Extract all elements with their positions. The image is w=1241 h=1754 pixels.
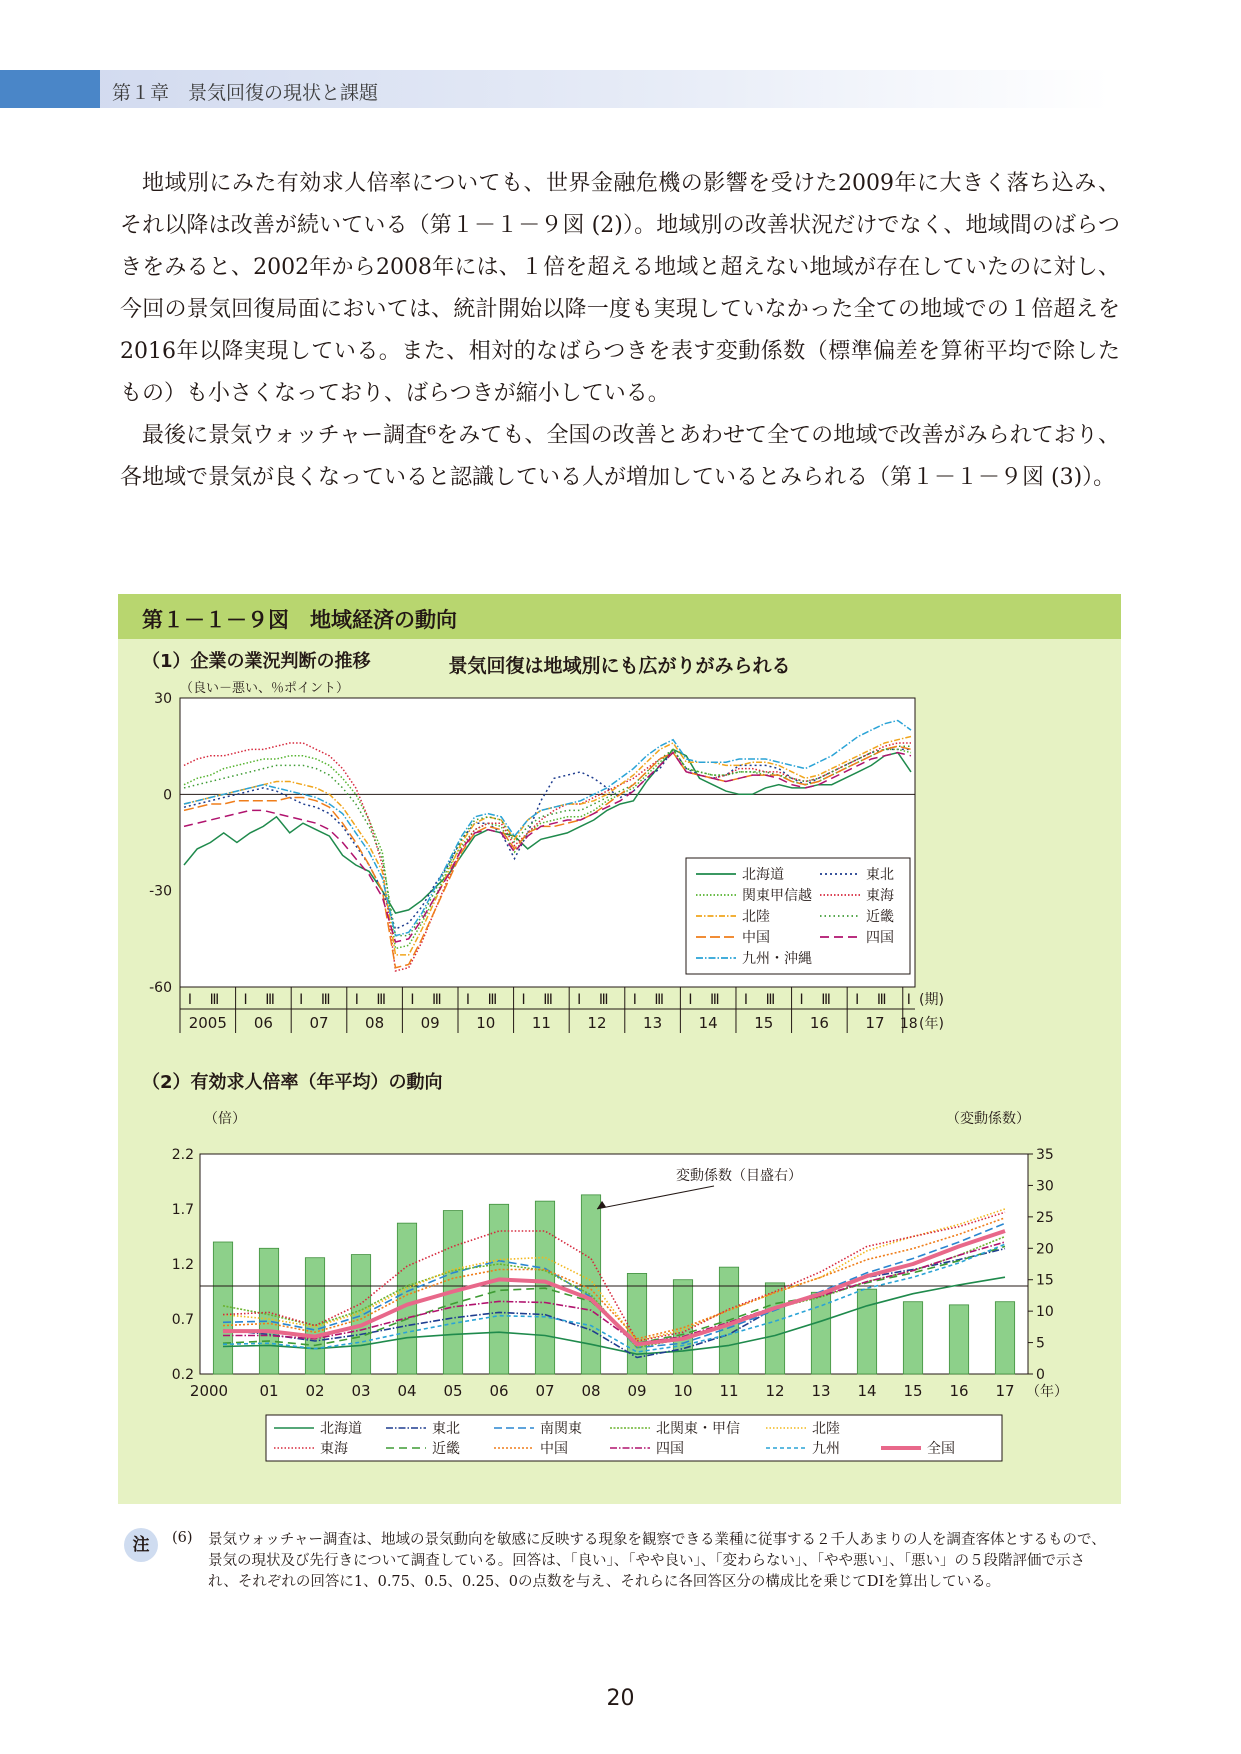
chart2-bar [903, 1302, 922, 1374]
chart2-legend-label: 北関東・甲信 [656, 1421, 740, 1437]
chart2-xtick-label: 05 [443, 1382, 463, 1400]
chart2-xtick-label: 04 [397, 1382, 417, 1400]
chart2-xtick-label: 02 [305, 1382, 325, 1400]
chart1-quarter-label: Ⅲ [821, 992, 831, 1008]
chart1-legend-label: 東海 [866, 888, 894, 904]
chart1-year-label: 18 [899, 1016, 918, 1032]
chart1-quarter-label: Ⅰ [354, 992, 359, 1008]
chart1-year-label: 13 [643, 1014, 663, 1032]
chart2-legend-label: 南関東 [540, 1421, 582, 1437]
chart2-xtick-label: 06 [489, 1382, 509, 1400]
chart2-xtick-label: 08 [581, 1382, 601, 1400]
chart2-xtick-label: 17 [995, 1382, 1015, 1400]
chart1-year-label: 06 [253, 1014, 273, 1032]
chart2-xtick-label: 13 [811, 1382, 831, 1400]
chart1-quarter-label: Ⅰ [187, 992, 193, 1008]
chart1-year-label: 08 [365, 1014, 385, 1032]
chart2-legend-label: 近畿 [432, 1441, 460, 1457]
chart1-title: （1）企業の業況判断の推移 [142, 651, 371, 672]
chart2-bar [305, 1258, 324, 1374]
chart2-title: （2）有効求人倍率（年平均）の動向 [142, 1072, 443, 1093]
chart2-legend-label: 四国 [656, 1441, 684, 1457]
chart1-ytick-label: -60 [149, 980, 172, 996]
chart2-legend-label: 中国 [540, 1441, 568, 1457]
chart1-quarter-label: Ⅰ [410, 992, 415, 1008]
chart1-quarter-label: Ⅰ [855, 992, 860, 1008]
figure-charts [118, 594, 1121, 1504]
chart2-ytick-label: 0.7 [171, 1312, 194, 1328]
chart1-year-unit: (年) [919, 1016, 944, 1032]
chart2-y2tick-label: 5 [1036, 1335, 1045, 1352]
chart1-quarter-label: Ⅲ [876, 992, 887, 1008]
chart1-legend-label: 四国 [866, 930, 894, 946]
chart1-year-label: 12 [587, 1014, 607, 1032]
chart1-year-label: 16 [809, 1014, 829, 1032]
chart2-y2tick-label: 0 [1036, 1367, 1045, 1383]
chart2-legend-label: 九州 [812, 1441, 840, 1457]
chart2-bar [627, 1273, 646, 1374]
chart2-legend-label: 北海道 [320, 1421, 362, 1437]
chart1-ytick-label: -30 [149, 883, 172, 900]
chart2-legend [266, 1415, 1002, 1461]
chart2-xtick-label: 16 [949, 1382, 969, 1400]
chart2-annotation: 変動係数（目盛右） [676, 1168, 802, 1184]
chart2-xtick-label: 09 [627, 1382, 647, 1400]
chart1-year-label: 10 [476, 1014, 496, 1032]
chart1-quarter-label: Ⅰ [577, 992, 582, 1008]
chart1-legend-label: 九州・沖縄 [742, 951, 812, 967]
chart1-quarter-label: Ⅲ [654, 992, 665, 1008]
chart1-year-label: 11 [531, 1014, 551, 1032]
chart1-quarter-label: Ⅰ [521, 992, 526, 1008]
chart2-bar [857, 1289, 876, 1374]
chart1-quarter-label: Ⅲ [376, 992, 387, 1008]
chart1-quarter-label: Ⅲ [710, 992, 720, 1008]
chart1-quarter-label: Ⅰ [465, 992, 471, 1008]
chart2-xtick-label: 12 [765, 1382, 785, 1400]
chart2-legend-label: 東北 [432, 1421, 460, 1437]
chart1-quarter-label: Ⅰ [688, 992, 693, 1008]
chart2-bar [213, 1242, 232, 1374]
chart1-ytick-label: 0 [163, 787, 172, 804]
chart2-xtick-label: 01 [259, 1382, 279, 1400]
chart1-quarter-label: Ⅲ [432, 992, 442, 1008]
chart2-bar [581, 1195, 600, 1374]
chart2-xtick-label: 03 [351, 1382, 371, 1400]
paragraph-1: 地域別にみた有効求人倍率についても、世界金融危機の影響を受けた2009年に大きく落ち込み、それ以降は改善が続いている（第１－１－９図 (2)）。地域別の改善状況だけでなく、地域間のばらつきをみると、2002年から2008年には、１倍を超える地域と超えない地域が存在していたのに対し、今回の景気回復局面においては、統計開始以降一度も実現していなかった全ての地域での１倍超えを2016年以降実現している。また、相対的なばらつきを表す変動係数（標準偏差を算術平均で除したもの）も小さくなっており、ばらつきが縮小している。 [120, 171, 1120, 406]
chart1-quarter-label: Ⅲ [543, 992, 553, 1008]
chart1-year-label: 09 [420, 1014, 440, 1032]
chapter-title: 第１章 景気回復の現状と課題 [112, 82, 379, 104]
chart1-legend-label: 東北 [866, 867, 894, 883]
chart2-bar [673, 1280, 692, 1374]
figure-title: 第１－１－９図 地域経済の動向 [142, 608, 457, 632]
chart2-y2tick-label: 25 [1036, 1209, 1054, 1226]
chart2-xtick-label: 2000 [189, 1382, 229, 1400]
chart1-period-unit: (期) [919, 992, 944, 1008]
chart2-bar [765, 1283, 784, 1374]
chart1-quarter-label: Ⅲ [265, 992, 275, 1008]
chart1-quarter-label: Ⅲ [320, 992, 331, 1008]
chart1-quarter-label: Ⅰ [799, 992, 804, 1008]
chart1-year-label: 17 [865, 1014, 885, 1032]
note-number: (6) [172, 1530, 193, 1546]
chart1-quarter-label: Ⅰ [632, 992, 637, 1008]
chart2-legend-label: 全国 [927, 1441, 955, 1457]
chart1-year-label: 14 [698, 1014, 718, 1032]
chart1-year-label: 15 [754, 1014, 774, 1032]
chart2-xtick-label: 10 [673, 1382, 693, 1400]
paragraph-2: 最後に景気ウォッチャー調査⁶をみても、全国の改善とあわせて全ての地域で改善がみられており、各地域で景気が良くなっていると認識している人が増加しているとみられる（第１－１－９図 (3)）。 [120, 423, 1120, 490]
chart1-ytick-label: 30 [154, 691, 172, 707]
chart2-bar [995, 1302, 1014, 1374]
chart1-quarter-label: Ⅲ [598, 992, 609, 1008]
chart1-legend-label: 北陸 [742, 909, 770, 925]
chapter-header-tab [0, 70, 100, 108]
chart2-bar [489, 1204, 508, 1374]
chart1-year-label: 07 [309, 1014, 329, 1032]
chart2-bar [811, 1292, 830, 1374]
chart2-bar [259, 1248, 278, 1374]
chart2-xtick-label: 07 [535, 1382, 555, 1400]
chart2-y2tick-label: 35 [1036, 1147, 1054, 1163]
chart2-ytick-label: 1.7 [171, 1202, 194, 1218]
chart2-y2tick-label: 10 [1036, 1304, 1054, 1321]
figure-subtitle: 景気回復は地域別にも広がりがみられる [448, 655, 791, 677]
chart1-legend-label: 中国 [742, 930, 770, 946]
chart2-ylabel: （倍） [204, 1111, 246, 1127]
chart1-year-label: 2005 [188, 1014, 227, 1032]
page-number: 20 [606, 1686, 635, 1711]
chart2-y2label: （変動係数） [946, 1111, 1030, 1127]
chart2-ytick-label: 0.2 [171, 1367, 194, 1383]
chart2-ytick-label: 1.2 [171, 1257, 194, 1273]
chart2-xtick-label: 15 [903, 1382, 923, 1400]
chart2-legend-label: 北陸 [812, 1421, 840, 1437]
chart2-y2tick-label: 30 [1036, 1178, 1054, 1195]
chart1-quarter-label: Ⅲ [765, 992, 776, 1008]
chart1-quarter-label: Ⅰ [743, 992, 749, 1008]
chart1-quarter-label: Ⅲ [487, 992, 498, 1008]
chart2-x-unit: （年） [1026, 1384, 1068, 1400]
chart1-legend-label: 北海道 [742, 867, 784, 883]
chart2-y2tick-label: 15 [1036, 1272, 1054, 1289]
note-text: 景気ウォッチャー調査は、地域の景気動向を敏感に反映する現象を観察できる業種に従事する２千人あまりの人を調査客体とするもので、景気の現状及び先行きについて調査している。回答は、「良い」、「やや良い」、「変わらない」、「やや悪い」、「悪い」の５段階評価で示され、それぞれの回答に1、0.75、0.5、0.25、0の点数を与え、それらに各回答区分の構成比を乗じてDIを算出している。 [208, 1532, 1106, 1590]
note-badge: 注 [124, 1528, 158, 1562]
chart2-ytick-label: 2.2 [171, 1147, 194, 1163]
chart1-quarter-label: Ⅰ [906, 992, 911, 1008]
chart1-legend-label: 関東甲信越 [742, 888, 812, 904]
figure-panel [118, 594, 1121, 1504]
chart2-xtick-label: 14 [857, 1382, 877, 1400]
chart1-quarter-label: Ⅰ [243, 992, 248, 1008]
chart2-y2tick-label: 20 [1036, 1241, 1054, 1258]
chart1-quarter-label: Ⅲ [209, 992, 220, 1008]
chart1-quarter-label: Ⅰ [299, 992, 304, 1008]
chart1-legend-label: 近畿 [866, 909, 894, 925]
body-text [120, 163, 1120, 499]
chart2-legend-label: 東海 [320, 1441, 348, 1457]
chart1-ylabel: （良い－悪い、％ポイント） [180, 681, 350, 696]
chart2-bar [949, 1305, 968, 1374]
chart2-xtick-label: 11 [719, 1382, 739, 1400]
